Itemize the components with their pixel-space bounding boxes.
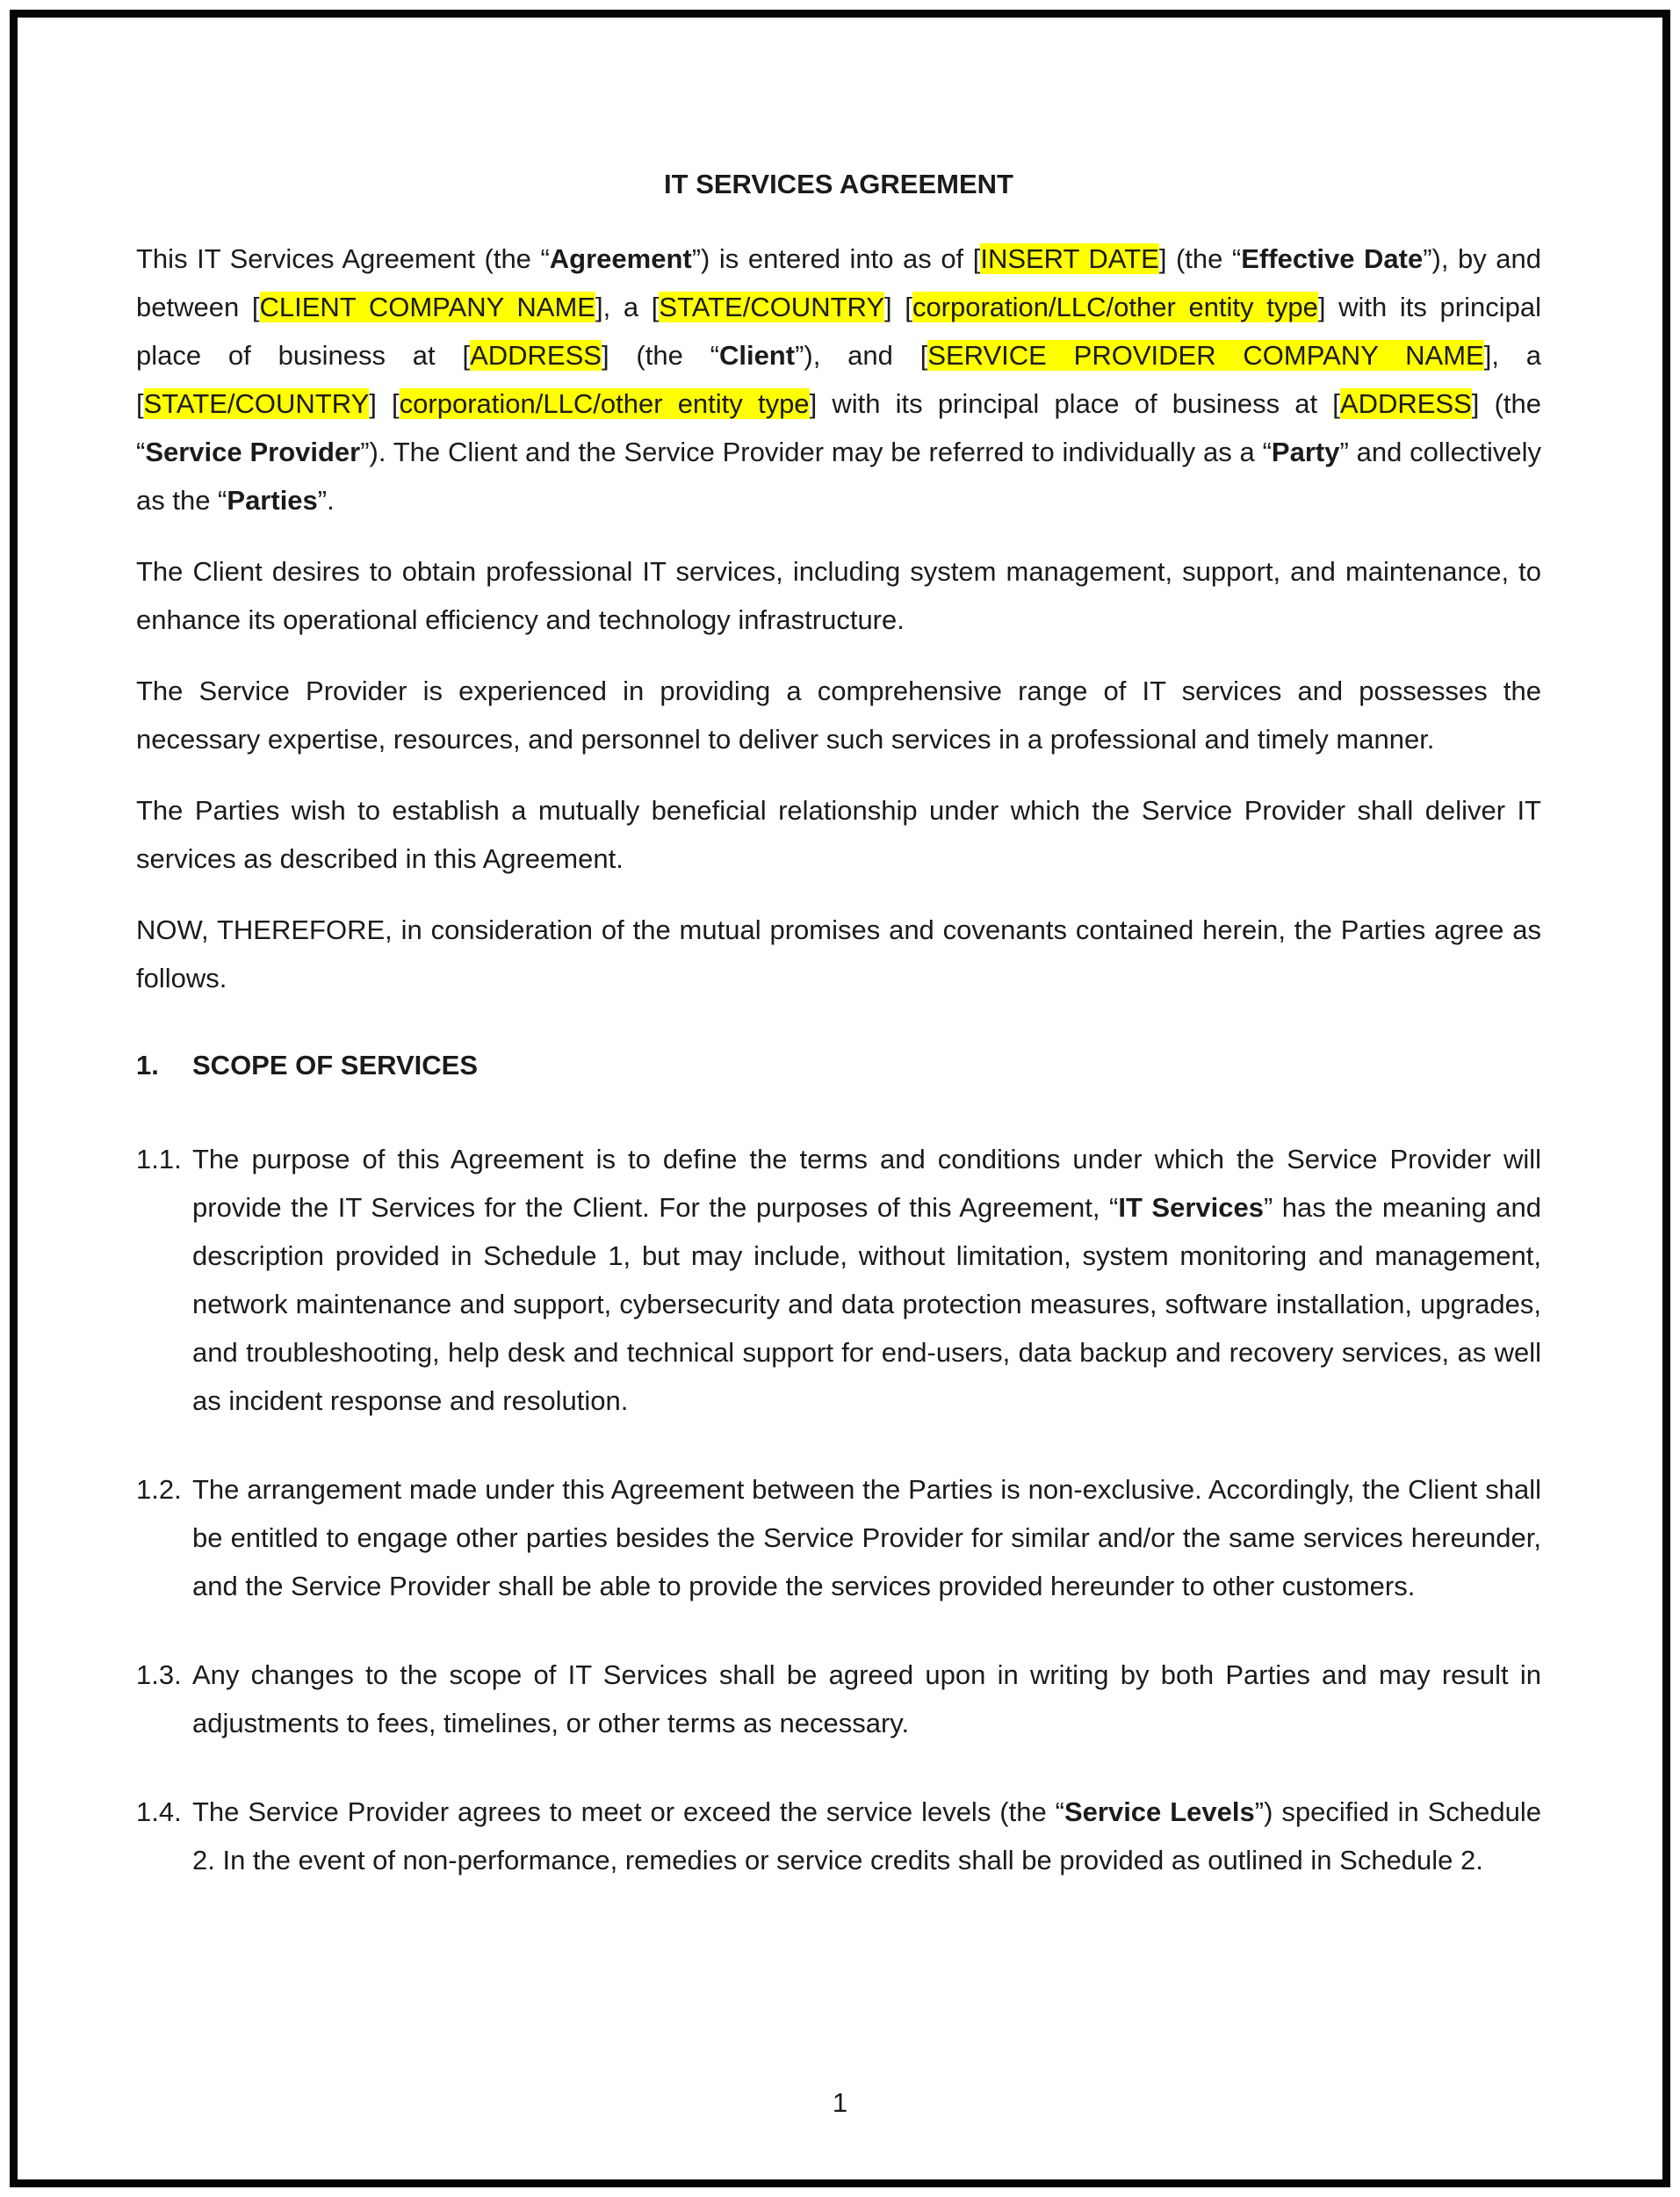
placeholder-highlight: STATE/COUNTRY [659, 292, 885, 322]
placeholder-highlight: ADDRESS [470, 340, 602, 371]
placeholder-highlight: SERVICE PROVIDER COMPANY NAME [927, 340, 1484, 371]
clause-1-2 [136, 1465, 1541, 1610]
page-number: 1 [832, 2087, 848, 2118]
text-run: ] (the “ [601, 340, 719, 371]
clause-number: 1.2. [136, 1474, 182, 1505]
placeholder-highlight: corporation/LLC/other entity type [912, 292, 1318, 322]
text-run: NOW, THEREFORE, in consideration of the mutual promises and covenants contained herein, the Parties agree as follows. [136, 914, 1541, 994]
defined-term: Client [718, 340, 796, 371]
clause-1-3 [136, 1651, 1541, 1747]
text-run: Any changes to the scope of IT Services shall be agreed upon in writing by both Parties and may result in adjustments to fees, timelines, or other terms as necessary. [192, 1659, 1541, 1738]
text-run: ] with its principal place of business at [ [136, 292, 1542, 371]
defined-term: Effective Date [1241, 243, 1424, 274]
text-run: ], a [ [136, 340, 1541, 419]
text-run: ”. [317, 485, 335, 516]
placeholder-highlight: ADDRESS [1339, 388, 1472, 419]
clause-number: 1.3. [136, 1659, 182, 1690]
defined-term: IT Services [1118, 1192, 1264, 1223]
section-title: SCOPE OF SERVICES [192, 1050, 479, 1080]
text-run: The arrangement made under this Agreement between the Parties is non-exclusive. Accordingly, the Client shall be entitled to engage other parties besides the Service Provider for similar and/or the same services hereunder, and the Service Provider shall be able to provide the services provided hereunder to other customers. [192, 1474, 1541, 1601]
clause-number: 1.4. [136, 1796, 182, 1827]
text-run: ”), and [ [795, 340, 928, 371]
text-run: This IT Services Agreement (the “ [136, 243, 550, 274]
text-run: ] (the “ [136, 388, 1541, 467]
text-run: ] [ [884, 292, 912, 322]
paragraph-preamble [136, 235, 1541, 524]
text-run: ” has the meaning and description provided in Schedule 1, but may include, without limitation, system monitoring and management, network maintenance and support, cybersecurity and data protection measures, software installation, upgrades, and troubleshooting, help desk and technical support for end-users, data backup and recovery services, as well as incident response and resolution. [192, 1192, 1542, 1416]
document-title: IT SERVICES AGREEMENT [664, 169, 1013, 199]
defined-term: Party [1271, 437, 1340, 467]
paragraph-client-recital [136, 547, 1541, 644]
placeholder-highlight: CLIENT COMPANY NAME [259, 292, 595, 322]
text-run: ” and collectively as the “ [136, 437, 1542, 516]
placeholder-highlight: STATE/COUNTRY [143, 388, 370, 419]
document-content [136, 0, 1541, 1925]
clause-1-1 [136, 1135, 1541, 1425]
paragraph-parties-recital [136, 786, 1541, 883]
clause-text [192, 1651, 1541, 1747]
text-run: The Client desires to obtain professional IT services, including system management, support, and maintenance, to enhance its operational efficiency and technology infrastructure. [136, 556, 1541, 635]
text-run: The Service Provider agrees to meet or exceed the service levels (the “ [192, 1796, 1064, 1827]
text-run: ] with its principal place of business at [ [809, 388, 1340, 419]
text-run: ”), by and between [ [136, 243, 1542, 322]
clause-1-4 [136, 1788, 1541, 1884]
clause-number: 1.1. [136, 1144, 182, 1174]
paragraph-now-therefore [136, 906, 1541, 1002]
clause-text [192, 1788, 1541, 1884]
paragraph-provider-recital [136, 667, 1541, 763]
clause-text [192, 1135, 1541, 1425]
text-run: ], a [ [595, 292, 660, 322]
text-run: ”) specified in Schedule 2. In the event of non-performance, remedies or service credits shall be provided as outlined in Schedule 2. [192, 1796, 1541, 1875]
text-run: ”). The Client and the Service Provider may be referred to individually as a “ [360, 437, 1272, 467]
defined-term: Service Levels [1064, 1796, 1255, 1827]
text-run: The purpose of this Agreement is to define the terms and conditions under which the Service Provider will provide the IT Services for the Client. For the purposes of this Agreement, “ [192, 1144, 1541, 1223]
placeholder-highlight: corporation/LLC/other entity type [399, 388, 810, 419]
text-run: The Service Provider is experienced in providing a comprehensive range of IT services and possesses the necessary expertise, resources, and personnel to deliver such services in a professional and timely manner. [136, 676, 1541, 755]
defined-term: Parties [227, 485, 318, 516]
text-run: ] (the “ [1158, 243, 1242, 274]
placeholder-highlight: INSERT DATE [980, 243, 1159, 274]
clause-text [192, 1465, 1541, 1610]
text-run: The Parties wish to establish a mutually beneficial relationship under which the Service Provider shall deliver IT services as described in this Agreement. [136, 795, 1541, 874]
text-run: ] [ [369, 388, 400, 419]
defined-term: Service Provider [145, 437, 361, 467]
section-1-heading [136, 1041, 1541, 1089]
text-run: ”) is entered into as of [ [691, 243, 981, 274]
section-number: 1. [136, 1050, 159, 1080]
defined-term: Agreement [549, 243, 692, 274]
